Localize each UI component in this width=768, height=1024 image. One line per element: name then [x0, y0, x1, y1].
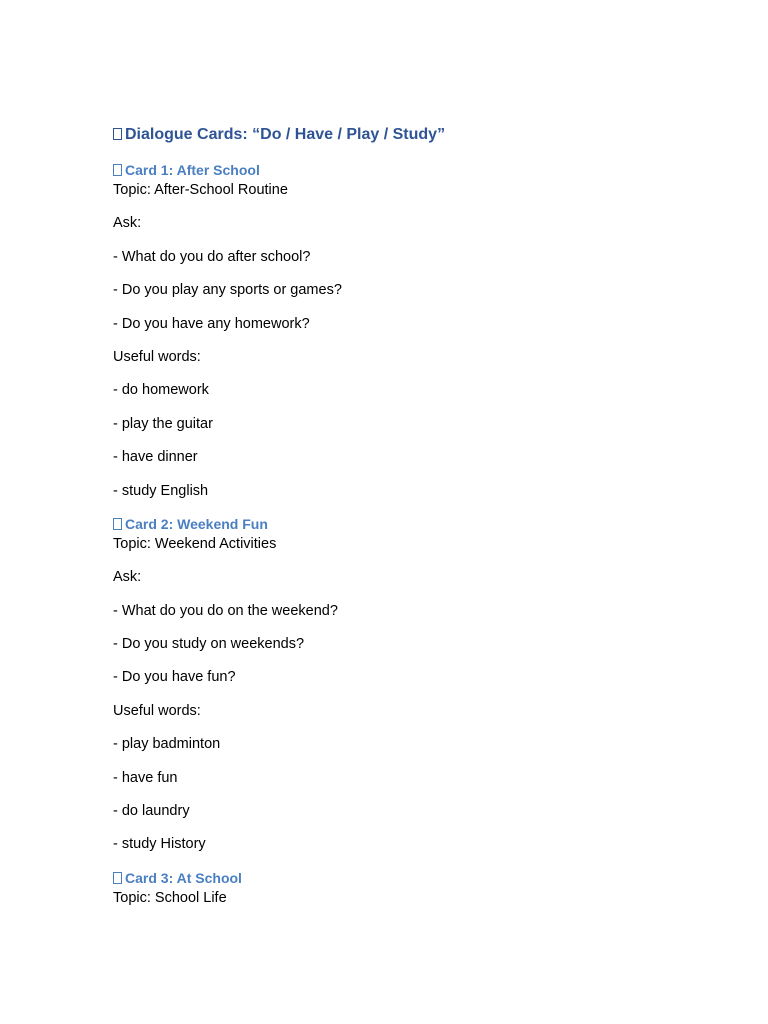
- useful-word-item: - play the guitar: [113, 415, 213, 432]
- card-after-school: [113, 160, 713, 501]
- useful-word-item: - have fun: [113, 769, 178, 786]
- card-weekend-fun: [113, 514, 713, 855]
- useful-words-label: Useful words:: [113, 348, 201, 365]
- card-heading: [113, 514, 713, 534]
- ask-label: Ask:: [113, 215, 142, 232]
- document-page: [113, 124, 713, 921]
- card-heading-text: Card 3: At School: [125, 869, 242, 886]
- card-topic: Topic: School Life: [113, 889, 227, 906]
- useful-word-item: - play badminton: [113, 736, 221, 753]
- useful-word-item: - study History: [113, 836, 206, 853]
- document-title: [113, 124, 713, 146]
- card-topic: Topic: Weekend Activities: [113, 535, 277, 552]
- question-item: - Do you have fun?: [113, 669, 236, 686]
- document-title-text: Dialogue Cards: “Do / Have / Play / Study”: [125, 126, 446, 143]
- useful-word-item: - do laundry: [113, 803, 190, 820]
- useful-word-item: - do homework: [113, 382, 209, 399]
- question-item: - Do you study on weekends?: [113, 636, 305, 653]
- ask-label: Ask:: [113, 569, 142, 586]
- card-at-school: [113, 868, 713, 908]
- question-item: - Do you play any sports or games?: [113, 282, 342, 299]
- card-heading: [113, 160, 713, 180]
- card-topic: Topic: After-School Routine: [113, 182, 288, 198]
- card-heading-text: Card 2: Weekend Fun: [125, 515, 268, 532]
- useful-word-item: - have dinner: [113, 449, 198, 466]
- unrendered-glyph-icon: [113, 128, 122, 140]
- unrendered-glyph-icon: [113, 518, 122, 530]
- question-item: - What do you do after school?: [113, 248, 311, 265]
- unrendered-glyph-icon: [113, 872, 122, 884]
- card-heading-text: Card 1: After School: [125, 162, 260, 178]
- question-item: - What do you do on the weekend?: [113, 602, 338, 619]
- useful-word-item: - study English: [113, 482, 209, 499]
- card-heading: [113, 868, 713, 888]
- question-item: - Do you have any homework?: [113, 315, 310, 332]
- useful-words-label: Useful words:: [113, 702, 201, 719]
- unrendered-glyph-icon: [113, 164, 122, 176]
